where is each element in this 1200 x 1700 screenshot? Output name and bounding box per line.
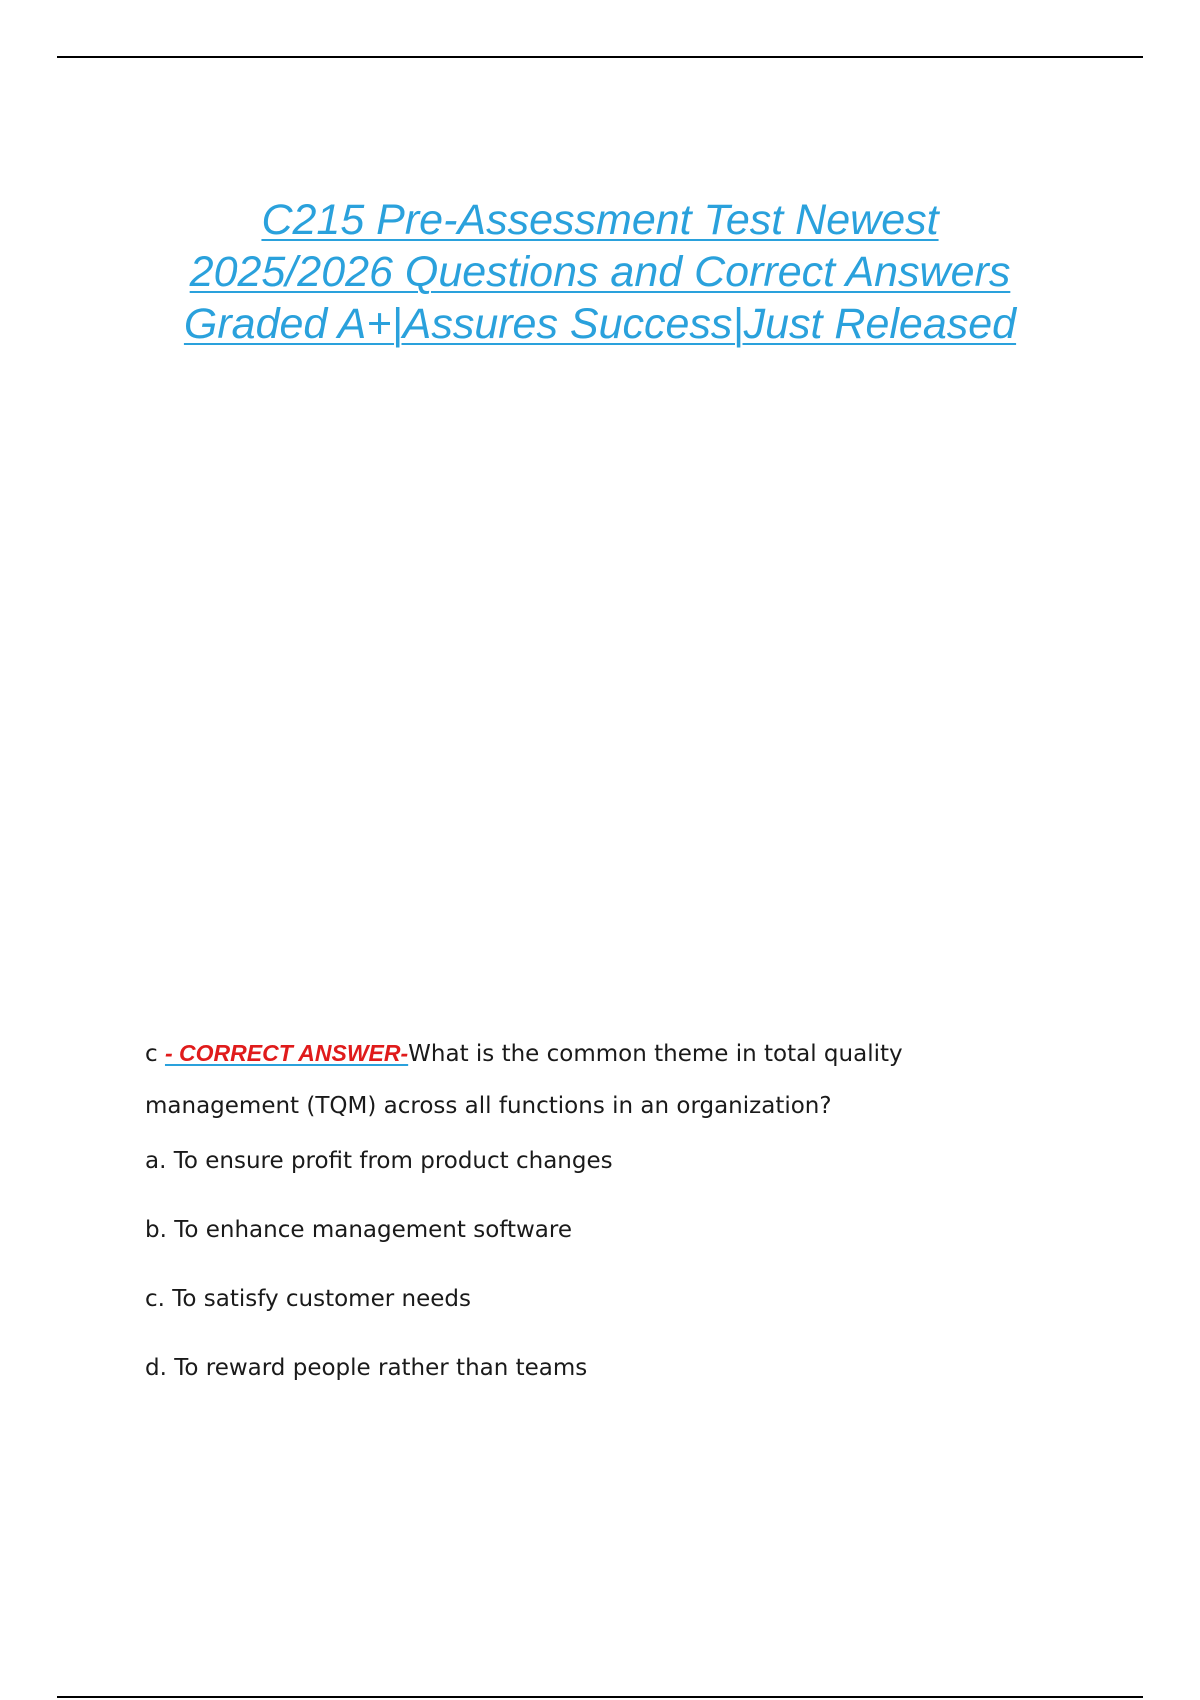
option-b: b. To enhance management software <box>145 1217 572 1243</box>
correct-answer-tag: - CORRECT ANSWER- <box>164 1040 409 1066</box>
title-line-3: Graded A+|Assures Success|Just Released <box>183 300 1017 348</box>
option-c: c. To satisfy customer needs <box>145 1286 471 1312</box>
document-title <box>100 194 1100 350</box>
answer-options <box>145 1146 1045 1422</box>
question-text: What is the common theme in total quality management (TQM) across all functions in an organization? <box>145 1041 903 1119</box>
header-rule <box>57 56 1143 58</box>
option-d: d. To reward people rather than teams <box>145 1355 588 1381</box>
question-text-block <box>145 1027 1045 1132</box>
footer-rule <box>57 1696 1143 1698</box>
answer-letter: c <box>145 1041 158 1067</box>
title-line-2: 2025/2026 Questions and Correct Answers <box>189 248 1011 296</box>
title-line-1: C215 Pre-Assessment Test Newest <box>261 196 939 244</box>
option-a: a. To ensure profit from product changes <box>145 1148 613 1174</box>
question-block <box>145 1027 1045 1422</box>
